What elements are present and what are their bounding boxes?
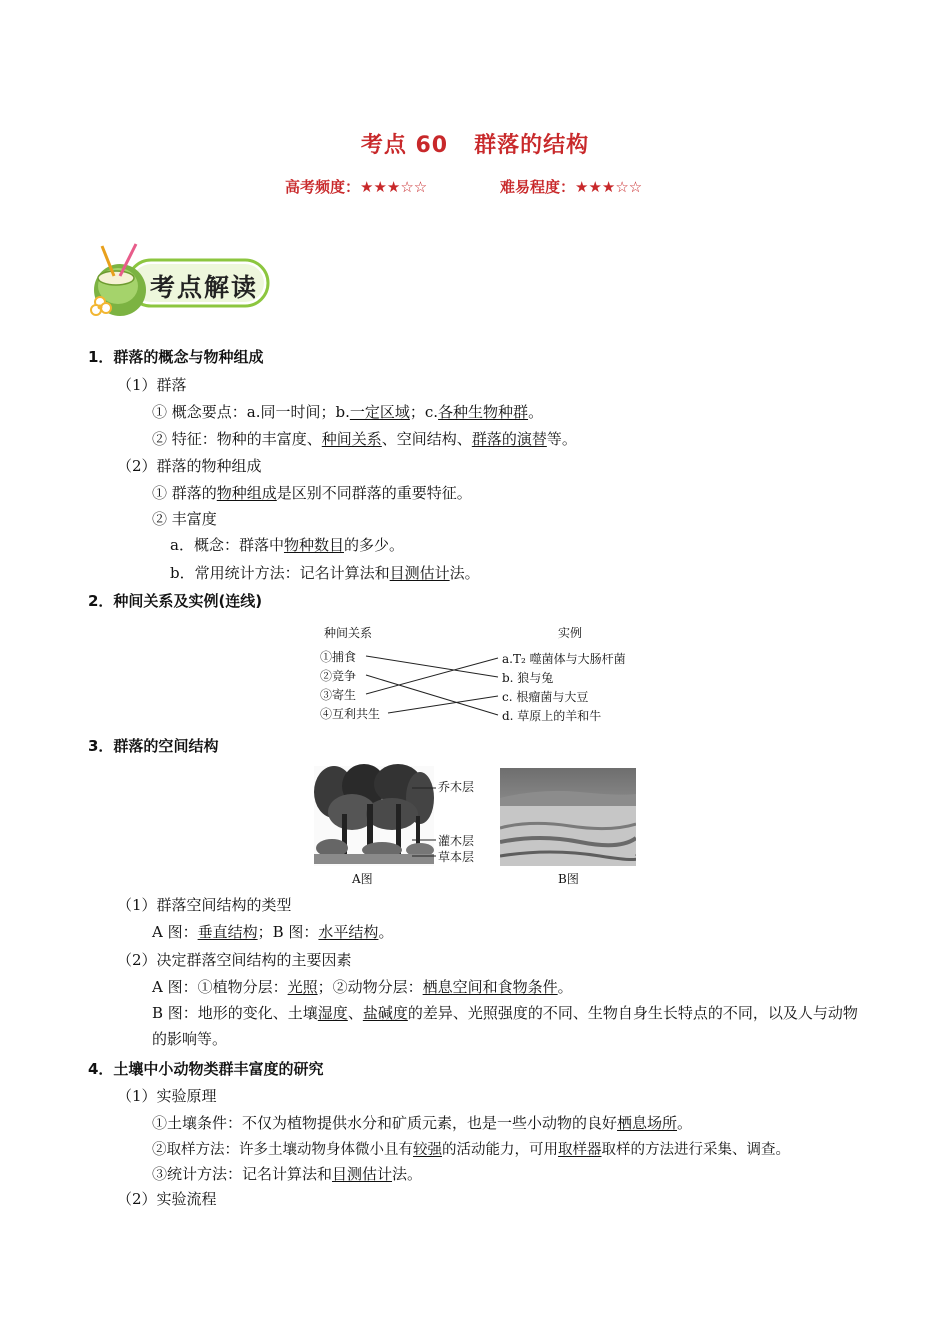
right-item-d: d. 草原上的羊和牛 [502,709,602,723]
s4-p1: （1）实验原理 [117,1087,217,1105]
label-herb-layer: 草本层 [438,850,475,864]
caption-b: B图 [558,872,579,886]
s1-p1b: ② 特征：物种的丰富度、种间关系、空间结构、群落的演替等。 [152,430,577,448]
right-item-c: c. 根瘤菌与大豆 [502,690,589,704]
s1-p2: （2）群落的物种组成 [117,457,262,475]
left-item-1: ①捕食 [320,650,357,664]
left-item-4: ④互利共生 [320,707,381,721]
connector-lines [318,622,638,724]
s4-p1a: ①土壤条件：不仅为植物提供水分和矿质元素，也是一些小动物的良好栖息场所。 [152,1114,693,1132]
heading-3: 3．群落的空间结构 [88,737,219,755]
frequency-rating [285,176,427,197]
difficulty-rating [500,176,642,197]
s3-p2b: B 图：地形的变化、土壤湿度、盐碱度的差异、光照强度的不同、生物自身生长特点的不同，以及人与动物的影响等。 [152,1004,858,1048]
s3-p1: （1）群落空间结构的类型 [117,896,292,914]
page-title [0,128,950,159]
heading-2: 2．种间关系及实例(连线) [88,592,263,610]
s4-p1b: ②取样方法：许多土壤动物身体微小且有较强的活动能力，可用取样器取样的方法进行采集、调查。 [152,1142,790,1158]
connector-line [366,656,498,677]
connector-line [366,675,498,715]
difficulty-stars: ★★★☆☆ [575,178,643,196]
s3-p2a: A 图：①植物分层：光照；②动物分层：栖息空间和食物条件。 [152,978,573,996]
grassland-photo [500,768,636,866]
right-item-a: a.T₂ 噬菌体与大肠杆菌 [502,652,626,666]
left-header: 种间关系 [324,626,373,640]
matching-diagram [318,622,638,724]
left-item-3: ③寄生 [320,688,357,702]
s1-p1a: ① 概念要点：a.同一时间；b.一定区域；c.各种生物种群。 [152,403,544,421]
s1-p2a: ① 群落的物种组成是区别不同群落的重要特征。 [152,484,472,502]
section-banner [88,242,278,320]
s4-p1c: ③统计方法：记名计算法和目测估计法。 [152,1165,423,1183]
frequency-stars: ★★★☆☆ [360,178,428,196]
label-shrub-layer: 灌木层 [438,834,475,848]
left-item-2: ②竞争 [320,669,357,683]
s1-p2b: ② 丰富度 [152,510,217,528]
difficulty-label: 难易程度： [500,178,576,196]
connector-line [366,658,498,694]
label-tree-layer: 乔木层 [438,780,475,794]
heading-4: 4．土壤中小动物类群丰富度的研究 [88,1060,324,1078]
caption-a: A图 [352,872,373,886]
s3-p2: （2）决定群落空间结构的主要因素 [117,951,352,969]
s1-p1: （1）群落 [117,376,187,394]
banner-text: 考点解读 [150,273,259,302]
heading-1: 1．群落的概念与物种组成 [88,348,264,366]
s4-p2: （2）实验流程 [117,1190,217,1208]
title-prefix: 考点 60 [360,133,449,158]
s1-p2b2: b．常用统计方法：记名计算法和目测估计法。 [170,564,480,582]
title-text: 群落的结构 [474,133,590,158]
figure-community-structure [312,764,638,888]
s1-p2b1: a．概念：群落中物种数目的多少。 [170,536,404,554]
right-item-b: b. 狼与兔 [502,671,554,685]
right-header: 实例 [558,626,583,640]
frequency-label: 高考频度： [285,178,361,196]
s3-p1a: A 图：垂直结构；B 图：水平结构。 [152,923,394,941]
